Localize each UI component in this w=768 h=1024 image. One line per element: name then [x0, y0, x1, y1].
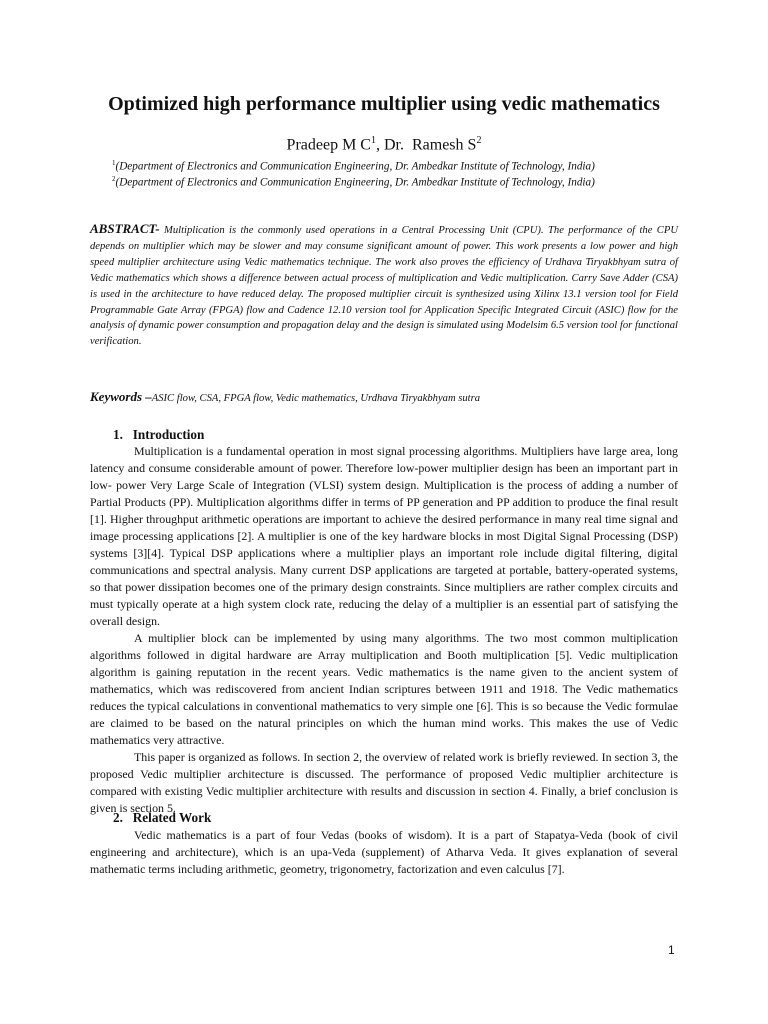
author-1: Pradeep M C	[286, 136, 371, 154]
keywords	[90, 389, 678, 407]
affiliation-2-sup: 2	[112, 175, 116, 183]
author-2: Ramesh S	[411, 136, 477, 154]
section-heading-related-work: 2. Related Work	[113, 810, 212, 825]
affiliation-2-text: (Department of Electronics and Communication Engineering, Dr. Ambedkar Institute of Technology, India)	[115, 176, 595, 189]
keywords-text: ASIC flow, CSA, FPGA flow, Vedic mathematics, Urdhava Tiryakbhyam sutra	[151, 393, 481, 404]
affiliation-1-sup: 1	[112, 159, 116, 167]
abstract	[90, 221, 678, 350]
paragraph: Vedic mathematics is a part of four Vedas (books of wisdom). It is a part of Stapatya-Veda (book of civil engineering and architecture), which is an upa-Veda (supplement) of Atharva Veda. It gives explanation of several mathematic terms including arithmetic, geometry, trigonometry, factorization and even calculus [7].	[90, 828, 678, 876]
paper-title: Optimized high performance multiplier using vedic mathematics	[108, 93, 660, 115]
author-separator: , Dr.	[375, 136, 412, 154]
paragraph: Multiplication is a fundamental operation in most signal processing algorithms. Multipliers have large area, long latency and consume considerable amount of power. Therefore low-power multiplier design has been an important part in low- power Very Large Scale of Integration (VLSI) system design. Multiplication is the process of adding a number of Partial Products (PP). Multiplication algorithms differ in terms of PP generation and PP addition to produce the final result [1]. Higher throughput arithmetic operations are important to achieve the desired performance in many real time signal and image processing applications [2]. A multiplier is one of the key hardware blocks in most Digital Signal Processing (DSP) systems [3][4]. Typical DSP applications where a multiplier plays an important role include digital filtering, digital communications and spectral analysis. Many current DSP applications are targeted at portable, battery-operated systems, so that power dissipation becomes one of the primary design constraints. Since multipliers are rather complex circuits and must typically operate at a high system clock rate, reducing the delay of a multiplier is an essential part of satisfying the overall design.	[90, 444, 678, 628]
abstract-heading: ABSTRACT-	[90, 221, 160, 236]
author-2-sup: 2	[476, 135, 482, 146]
affiliation-2	[112, 172, 712, 190]
paragraph: A multiplier block can be implemented by using many algorithms. The two most common multiplication algorithms followed in digital hardware are Array multiplication and Booth multiplication [5]. Vedic multiplication algorithm is gaining reputation in the recent years. Vedic mathematics is the name given to the ancient system of mathematics, which was rediscovered from ancient Indian scriptures between 1911 and 1918. The Vedic mathematics reduces the typical calculations in conventional mathematics to very simple one [6]. This is so because the Vedic formulae are claimed to be based on the natural principles on which the human mind works. This makes the use of Vedic mathematics very attractive.	[90, 631, 678, 747]
related-work-body	[90, 827, 678, 878]
keywords-heading: Keywords –	[90, 389, 152, 404]
introduction-body	[90, 443, 678, 817]
paragraph: This paper is organized as follows. In section 2, the overview of related work is briefly reviewed. In section 3, the proposed Vedic multiplier architecture is discussed. The performance of proposed Vedic multiplier architecture is compared with existing Vedic multiplier architecture with results and discussion in section 4. Finally, a brief conclusion is given is section 5.	[90, 750, 678, 815]
author-line	[0, 131, 768, 155]
section-heading-introduction: 1. Introduction	[113, 427, 205, 442]
page-number: 1	[668, 943, 675, 957]
affiliation-1-text: (Department of Electronics and Communication Engineering, Dr. Ambedkar Institute of Technology, India)	[115, 160, 595, 173]
abstract-text: Multiplication is the commonly used operations in a Central Processing Unit (CPU). The performance of the CPU depends on multiplier which may be slower and may consume significant amount of power. This work presents a low power and high speed multiplier architecture using Vedic mathematics technique. The work also proves the efficiency of Urdhava Tiryakbhyam sutra of Vedic mathematics which shows a difference between actual process of multiplication and Vedic multiplication. Carry Save Adder (CSA) is used in the architecture to have reduced delay. The proposed multiplier circuit is synthesized using Xilinx 13.1 version tool for Field Programmable Gate Array (FPGA) flow and Cadence 12.10 version tool for Application Specific Integrated Circuit (ASIC) flow for the analysis of dynamic power consumption and propagation delay and the design is simulated using Modelsim 6.5 version tool for functional verification.	[90, 225, 678, 348]
author-1-sup: 1	[370, 135, 376, 146]
